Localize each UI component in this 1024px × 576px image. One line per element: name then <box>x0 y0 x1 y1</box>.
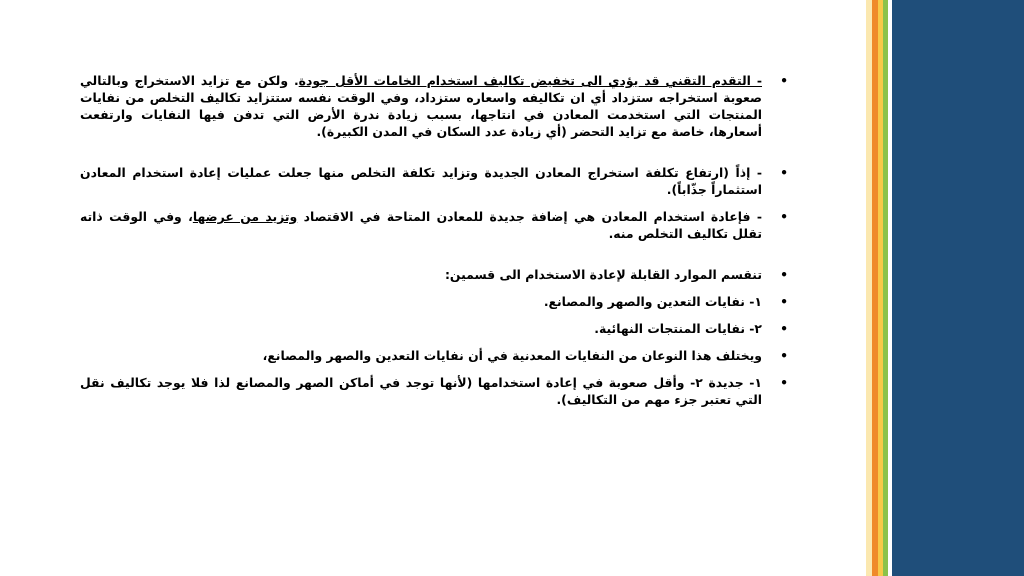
slide-body <box>80 72 792 418</box>
bullet-icon: • <box>780 348 788 363</box>
paragraph-conclusion <box>80 164 792 198</box>
decor-panel-navy <box>892 0 1024 576</box>
paragraph-text: - فإعادة استخدام المعادن هي إضافة جديدة للمعادن المتاحة في الاقتصاد <box>297 209 762 224</box>
bullet-icon: • <box>780 321 788 336</box>
underlined-phrase: - التقدم التقني قد يؤدي الى تخفيض تكاليف استخدام الخامات الأقل جودة <box>298 73 762 88</box>
bullet-icon: • <box>780 267 788 282</box>
paragraph-text: . ولكن مع تزايد الاستخراج وبالتالي صعوبة استخراجه ستزداد أي ان تكاليفه واسعاره ستزداد، وفي الوقت نفسه ستتزايد تكاليف التخلص من نفايات المنتجات التي استخدمت المعادن في انتاجها، بسبب زيادة ندرة الأرض التي تدفن فيها النفايات وارتفعت أسعارها، خاصة مع تزايد التحضر (أي زيادة عدد السكان في المدن الكبيرة). <box>80 73 762 139</box>
list-item-mining-waste <box>80 293 792 310</box>
bullet-list <box>80 72 792 408</box>
bullet-icon: • <box>780 165 788 180</box>
paragraph-resource-types <box>80 266 792 283</box>
paragraph-difference <box>80 347 792 364</box>
list-item-product-waste <box>80 320 792 337</box>
bullet-icon: • <box>780 375 788 390</box>
paragraph-tech-progress <box>80 72 792 140</box>
paragraph-text: ١- نفايات التعدين والصهر والمصانع. <box>543 294 762 309</box>
bullet-icon: • <box>780 294 788 309</box>
bullet-icon: • <box>780 73 788 88</box>
paragraph-reuse-addition <box>80 208 792 242</box>
underlined-phrase: وتزيد من عرضها <box>192 209 298 224</box>
paragraph-text: ويختلف هذا النوعان من النفايات المعدنية في أن نفايات التعدين والصهر والمصانع، <box>262 348 762 363</box>
paragraph-text: ١- جديدة ٢- وأقل صعوبة في إعادة استخدامها (لأنها توجد في أماكن الصهر والمصانع لذا فلا يوجد تكاليف نقل التي تعتبر جزء مهم من التكاليف). <box>80 375 762 407</box>
paragraph-characteristics <box>80 374 792 408</box>
bullet-icon: • <box>780 209 788 224</box>
paragraph-text: - إذاً (ارتفاع تكلفة استخراج المعادن الجديدة وتزايد تكلفة التخلص منها جعلت عمليات إعادة استخدام المعادن استثماراً جذّاباً). <box>80 165 762 197</box>
paragraph-text-after: ، وفي الوقت ذاته تقلل تكاليف التخلص منه. <box>80 209 762 241</box>
paragraph-text: ٢- نفايات المنتجات النهائية. <box>594 321 762 336</box>
paragraph-text: تنقسم الموارد القابلة لإعادة الاستخدام الى قسمين: <box>444 267 762 282</box>
